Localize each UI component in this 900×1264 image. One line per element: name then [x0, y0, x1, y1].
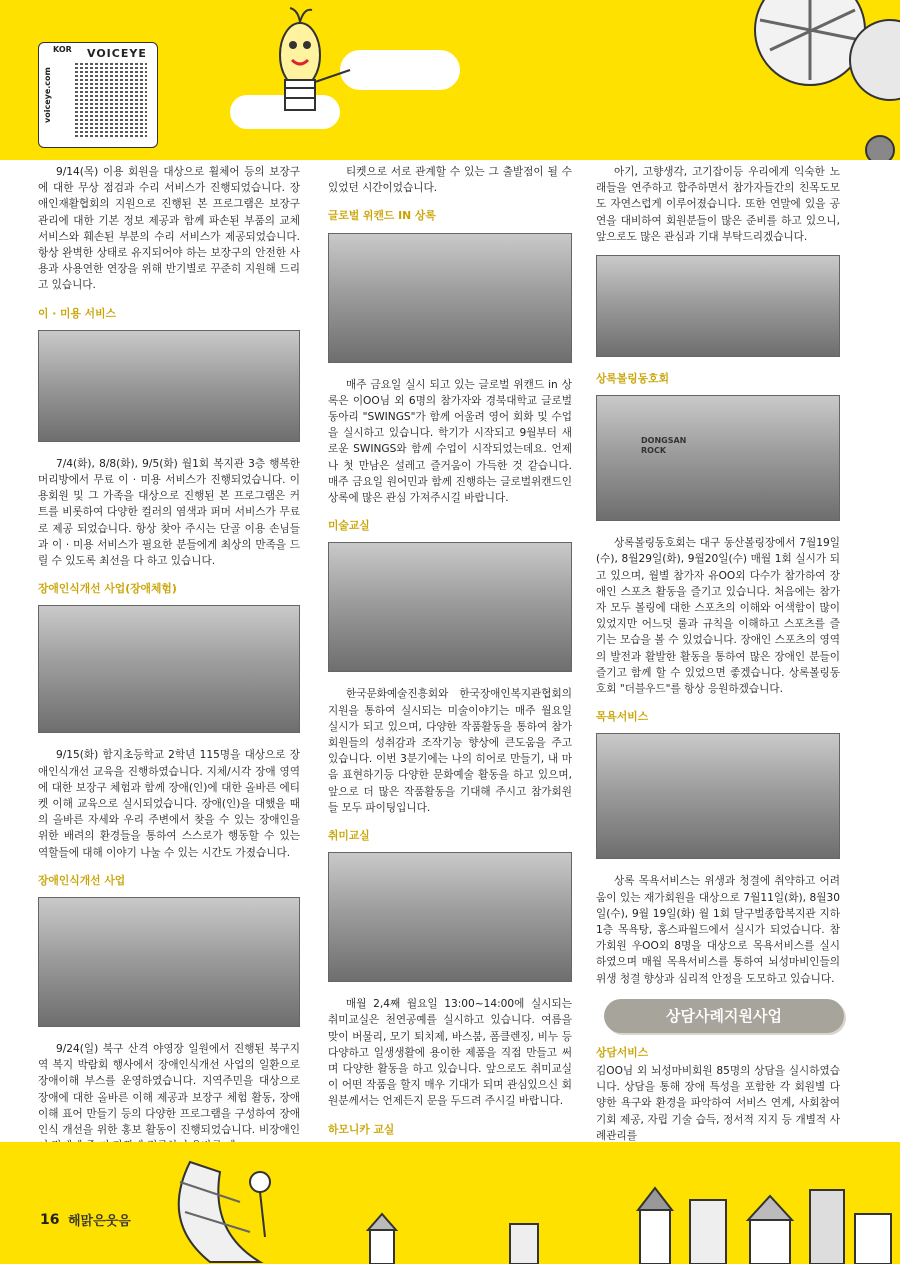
houses-illustration	[600, 1170, 900, 1264]
global-weekend-text: 매주 금요일 실시 되고 있는 글로벌 위캔드 in 상록은 이OO님 외 6명의 참가자와 경북대학교 글로벌 동아리 "SWINGS"가 함께 어울려 영어 회화 및 수업을 실시하고 있습니다. 학기가 시작되고 9월부터 새로운 SWINGS와 함께 수업이 시작되었는데요. 언제나 첫 만남은 설레고 즐거움이 가득한 것 같습니다. 매주 금요일 원어민과 함께 진행하는 글로벌위캔드인 상록에 많은 관심 가져주시길 바랍니다.	[328, 378, 572, 505]
voiceye-logo: VOICEYE	[87, 47, 147, 60]
heading-awareness-project: 장애인식개선 사업	[38, 873, 126, 887]
heading-counseling-service: 상담서비스	[596, 1045, 649, 1059]
column-3	[596, 164, 840, 1144]
voiceye-url: voiceye.com	[43, 67, 52, 123]
hobby-class-text: 매월 2,4째 월요일 13:00~14:00에 실시되는 취미교실은 천연공예를 실시하고 있습니다. 여름을 맞이 버물리, 모기 퇴치제, 바스붐, 폼클렌징, 비누 등 다양하고 일생생활에 용이한 제품을 직접 만들고 써며 다양한 활동을 하고 있습니다. 앞으로도 취미교실이 어떤 작품을 할지 매우 기대가 되며 관심있으신 회원분께서는 언제든지 문을 두드려 주시길 바랍니다.	[328, 998, 572, 1108]
heading-haircut-service: 이 · 미용 서비스	[38, 306, 116, 320]
welfare-fair-text: 9/24(일) 북구 산격 야영장 일원에서 진행된 북구지역 복지 박람회 행사에서 장애인식개선 사업의 일환으로 장애이해 부스를 운영하였습니다. 지역주민을 대상으로 장애에 대한 올바른 이해 제공과 보장구 체험 활동, 장애이해 표어 만들기 등의 다양한 프로그램을 구성하여 장애인식 개선을 위한 홍보 활동이 진행되었습니다. 비장애인	[38, 1043, 300, 1137]
wheelchair-repair-text: 9/14(목) 이용 회원을 대상으로 휠체어 등의 보장구에 대한 무상 점검과 수리 서비스가 진행되었습니다. 장애인재활협회의 지원으로 진행된 본 프로그램은 보장구 관리에 대한 기본 정보 제공과 함께 파손된 부품의 교체 서비스와 훼손된 부분의 수리 서비스가 제공되었습니다. 항상 완벽한 상태로 유지되어야 하는 보장구의 안전한 사용과 사용연한 연장을 위해 반기별로 꾸준히 지원해 드리고 있습니다.	[38, 166, 300, 292]
heading-hobby-class: 취미교실	[328, 829, 370, 843]
art-class-text: 한국문화예술진흥회와 한국장애인복지관협회의 지원을 통하여 실시되는 미술이야기는 매주 월요일 실시가 되고 있으며, 다양한 작품활동을 통하여 참가 회원들의 성취감과 조작기능 향상에 큰도움을 주고 있습니다. 이번 3분기에는 나의 히어로 만들기, 내 마음 표현하기등 다양한 문화예술 활동을 하고 있으며, 앞으로 더 많은 작품활동을 기대해 주시고 참가회원들 모두 파이팅입니다.	[328, 688, 572, 814]
harmonica-continuation-text: 아기, 고향생각, 고기잡이등 우리에게 익숙한 노래들을 연주하고 합주하면서 참가자들간의 친목도모도 자연스럽게 이루어졌습니다. 또한 연말에 있을 공연을 대비하여 회원분들이 많은 준비를 하고 있으니, 앞으로도 많은 관심과 기대 부탁드리겠습니다.	[596, 166, 840, 243]
haircut-text: 7/4(화), 8/8(화), 9/5(화) 월1회 복지관 3층 행복한 머리방에서 무료 이 · 미용 서비스가 진행되었습니다. 이용회원 및 그 가족을 대상으로 진행된 본 프로그램은 커트를 비롯하여 다양한 컬러의 염색과 퍼머 서비스가 무료로 제공 되었습니다. 항상 찾아 주시는 단골 이용 손님들과 이 · 미용 서비스가 필요한 분들에게 최상의 만족을 드릴 수 있도록 최선을 다 하고 있습니다.	[38, 457, 300, 568]
section-title-counseling: 상담사례지원사업	[604, 999, 844, 1033]
ticket-continuation-text: 티켓으로 서로 관계할 수 있는 그 출발점이 될 수 있었던 시간이었습니다.	[328, 166, 572, 195]
bath-service-text: 상록 목욕서비스는 위생과 청결에 취약하고 어려움이 있는 재가회원을 대상으로 7월11일(화), 8월30일(수), 9월 19일(화) 월 1회 달구벌종합복지관 지하 1층 목욕탕, 홈스파월드에서 실시가 되었습니다. 참가회원 우OO외 8명을 대상으로 목욕서비스를 실시하였으며 매월 목욕서비스를 통하여 뇌성마비인들의 위생 청결 향상과 심리적 안정을 도모하고 있습니다.	[596, 875, 840, 985]
heading-bowling-club: 상록볼링동호회	[596, 372, 670, 386]
photo-school-experience	[38, 605, 300, 733]
small-houses-illustration	[360, 1200, 580, 1264]
column-2	[328, 164, 572, 1211]
voiceye-code	[38, 42, 158, 148]
photo-welfare-fair	[38, 897, 300, 1027]
magazine-logo: 해맑은웃음	[68, 1214, 131, 1229]
photo-harmonica	[596, 255, 840, 357]
bowling-text: 상록볼링동호회는 대구 동산볼링장에서 7월19일(수), 8월29일(화), 9월20일(수) 매월 1회 실시가 되고 있으며, 월별 참가자 유OO외 다수가 참가하여 장애인 스포츠 활동을 즐기고 있습니다. 처음에는 참가자 모두 볼링에 대한 스포츠의 이해와 어색함이 많이 있었지만 어느덧 룰과 규칙을 이해하고 스포츠를 즐기는 모습을 볼 수 있었습니다. 장애인 스포츠의 영역의 발전과 활발한 활동을 통하여 많은 장애인 분들이 즐기고 함께 할 수 있었으면 좋겠습니다. 상록볼링동호회 "더블우드"를 항상 응원하겠습니다.	[596, 537, 840, 696]
page-number: 16	[40, 1212, 60, 1228]
heading-global-weekend: 글로벌 위캔드 IN 상록	[328, 209, 436, 223]
photo-art-class	[328, 542, 572, 672]
photo-global-weekend	[328, 233, 572, 363]
photo-hobby-class	[328, 852, 572, 982]
photo-bowling	[596, 395, 840, 521]
heading-bath-service: 목욕서비스	[596, 710, 649, 724]
photo-haircut	[38, 330, 300, 442]
kor-badge: KOR	[53, 45, 72, 54]
heading-harmonica-class: 하모니카 교실	[328, 1122, 395, 1136]
column-1	[38, 164, 300, 1155]
counseling-text: 김OO님 외 뇌성마비회원 85명의 상담을 실시하였습니다. 상담을 통해 장애 특성을 포함한 각 회원별 다양한 욕구와 환경을 파악하여 서비스 연계, 사회참여 기회 제공, 자립 기술 습득, 정서적 지지 등 개별적 사례관리를	[596, 1065, 840, 1142]
heading-disability-experience: 장애인식개선 사업(장애체험)	[38, 582, 177, 596]
moon-illustration	[150, 1142, 350, 1264]
balloon-illustration	[740, 0, 900, 160]
school-awareness-text: 9/15(화) 함지초등학교 2학년 115명을 대상으로 장애인식개선 교육을 진행하였습니다. 지체/시각 장애 영역에 대한 보장구 체험과 함께 장애(인)에 대한 올바른 에티켓 이해 교육으로 실시되었습니다. 장애(인)을 대했을 때의 올바른 자세와 우리 주변에서 찾을 수 있는 장애인을 위한 배려의 환경들을 통하여 스스로가 행동할 수 있는 역할들에 대해 이야기 나눌 수 있는 시간도 가졌습니다.	[38, 749, 300, 859]
photo-bath-service	[596, 733, 840, 859]
voiceye-pattern-overlay	[75, 63, 147, 137]
heading-art-class: 미술교실	[328, 519, 370, 533]
bowling-sign: DONGSAN ROCK	[641, 436, 687, 456]
mascot-illustration	[230, 0, 430, 140]
